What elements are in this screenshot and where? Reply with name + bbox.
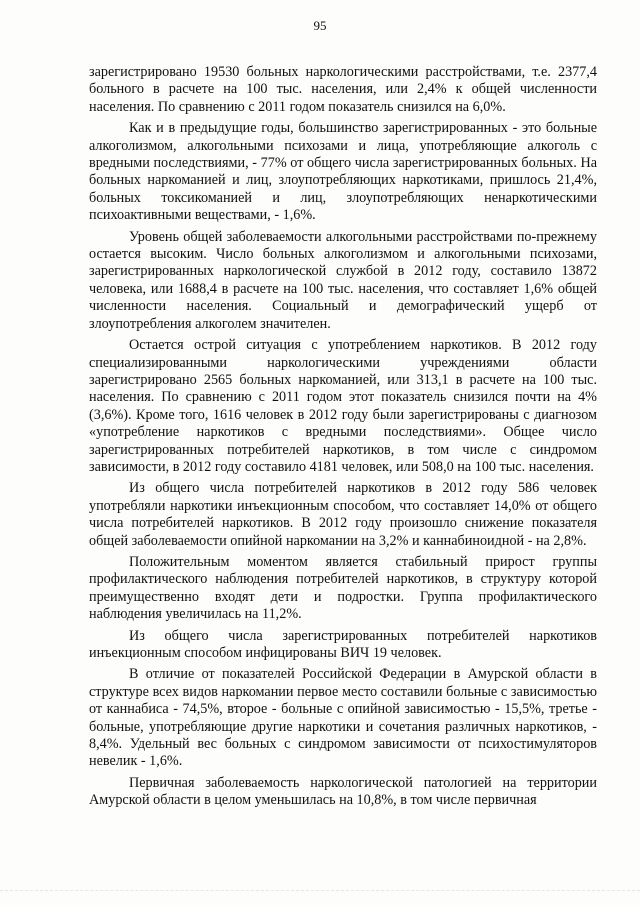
page-number: 95	[313, 18, 327, 33]
paragraph-hiv-infected: Из общего числа зарегистрированных потребителей наркотиков инъекционным способом инфицированы ВИЧ 19 человек.	[89, 627, 597, 661]
paragraph-prevention-group: Положительным моментом является стабильный прирост группы профилактического наблюдения потребителей наркотиков, в структуру которой преимущественно входят дети и подростки. Группа профилактического наблюдения увеличилась на 11,2%.	[89, 553, 597, 623]
scan-bottom-edge	[0, 890, 640, 905]
paragraph-primary-morbidity: Первичная заболеваемость наркологической патологией на территории Амурской области в целом уменьшилась на 10,8%, в том числе первичная	[89, 774, 597, 809]
paragraph-alcohol-disorders: Уровень общей заболеваемости алкогольными расстройствами по-прежнему остается высоким. Число больных алкоголизмом и алкогольными психозами, зарегистрированных наркологической службой в 2012 году, составило 13872 человека, или 1688,4 в расчете на 100 тыс. населения, что составляет 1,6% общей численности населения. Социальный и демографический ущерб от злоупотребления алкоголем значителен.	[89, 228, 597, 332]
paragraph-structure-of-registered: Как и в предыдущие годы, большинство зарегистрированных - это больные алкоголизмом, алкогольными психозами и лица, употребляющие алкоголь с вредными последствиями, - 77% от общего числа зарегистрированных больных. На больных наркоманией и лиц, злоупотребляющих наркотиками, пришлось 21,4%, больных токсикоманией и лиц, злоупотребляющих ненаркотическими психоактивными веществами, - 1,6%.	[89, 120, 597, 224]
document-body	[89, 64, 597, 814]
paragraph-addiction-structure: В отличие от показателей Российской Федерации в Амурской области в структуре всех видов наркомании первое место составили больные с зависимостью от каннабиса - 74,5%, второе - больные с опийной зависимостью - 15,5%, третье - больные, употребляющие другие наркотики и сочетания различных наркотиков, - 8,4%. Удельный вес больных с синдромом зависимости от психостимуляторов невелик - 1,6%.	[89, 666, 597, 770]
paragraph-continued: зарегистрировано 19530 больных наркологическими расстройствами, т.е. 2377,4 больного в расчете на 100 тыс. населения, или 2,4% к общей численности населения. По сравнению с 2011 годом показатель снизился на 6,0%.	[89, 64, 597, 115]
paragraph-injection-users: Из общего числа потребителей наркотиков в 2012 году 586 человек употребляли наркотики инъекционным способом, что составляет 14,0% от общего числа потребителей наркотиков. В 2012 году произошло снижение показателя общей заболеваемости опийной наркомании на 3,2% и каннабиноидной - на 2,8%.	[89, 480, 597, 549]
paragraph-drug-use-situation: Остается острой ситуация с употреблением наркотиков. В 2012 году специализированными наркологическими учреждениями области зарегистрировано 2565 больных наркоманией, или 313,1 в расчете на 100 тыс. населения. По сравнению с 2011 годом этот показатель снизился почти на 4% (3,6%). Кроме того, 1616 человек в 2012 году были зарегистрированы с диагнозом «употребление наркотиков с вредными последствиями». Общее число зарегистрированных потребителей наркотиков, в том числе с синдромом зависимости, в 2012 году составило 4181 человек, или 508,0 на 100 тыс. населения.	[89, 337, 597, 475]
